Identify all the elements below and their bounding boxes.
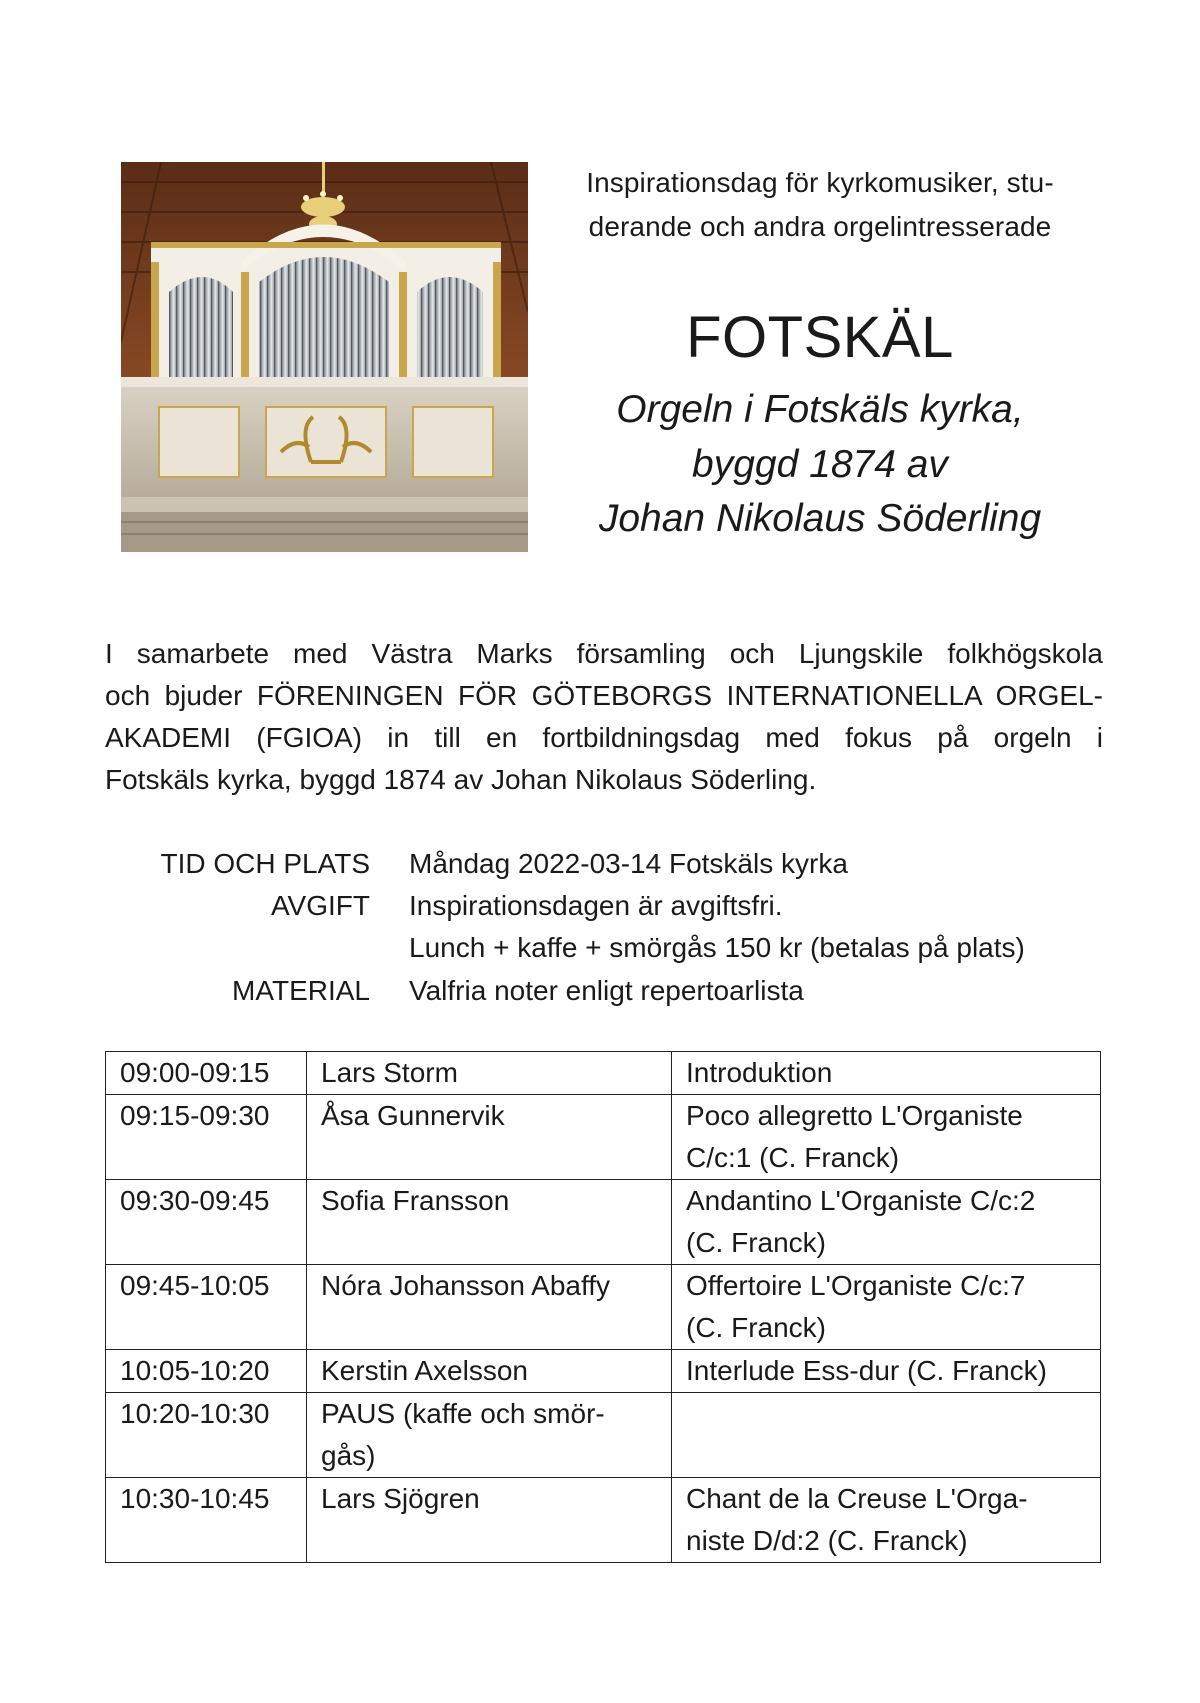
- organ-photo: [121, 162, 528, 552]
- paragraph-line-4: Fotskäls kyrka, byggd 1874 av Johan Nikolaus Söderling.: [105, 764, 817, 795]
- schedule-table: [105, 1051, 1101, 1563]
- piece-line-1: Interlude Ess-dur (C. Franck): [686, 1355, 1047, 1386]
- avgift-label: AVGIFT: [270, 890, 370, 921]
- page-title: FOTSKÄL: [686, 305, 954, 370]
- piece-cell: [672, 1265, 1101, 1350]
- piece-line-1: Introduktion: [686, 1057, 833, 1088]
- performer-cell: [307, 1265, 672, 1350]
- piece-line-2: (C. Franck): [686, 1312, 826, 1343]
- table-row: [106, 1265, 1101, 1350]
- subtitle-line-3: Johan Nikolaus Söderling: [598, 497, 1042, 540]
- performer-cell: [307, 1478, 672, 1563]
- performer-cell: [307, 1180, 672, 1265]
- performer-line-2: gås): [321, 1440, 376, 1471]
- table-row: [106, 1095, 1101, 1180]
- piece-cell: [672, 1350, 1101, 1393]
- time-cell: 09:30-09:45: [106, 1180, 307, 1265]
- piece-cell: [672, 1180, 1101, 1265]
- performer-line-1: Kerstin Axelsson: [321, 1355, 528, 1386]
- invitation-paragraph: [105, 633, 1103, 801]
- piece-line-1: Poco allegretto L'Organiste: [686, 1100, 1023, 1131]
- material-value: Valfria noter enligt repertoarlista: [409, 975, 804, 1006]
- table-row: [106, 1393, 1101, 1478]
- table-row: [106, 1180, 1101, 1265]
- avgift-value-2: Lunch + kaffe + smörgås 150 kr (betalas på plats): [409, 932, 1025, 963]
- paragraph-line-3: AKADEMI (FGIOA) in till en fortbildningsdag med fokus på orgeln i: [105, 722, 1103, 753]
- performer-line-1: Åsa Gunnervik: [321, 1100, 505, 1131]
- performer-cell: [307, 1350, 672, 1393]
- piece-cell: [672, 1095, 1101, 1180]
- piece-cell: [672, 1393, 1101, 1478]
- intro-line-1: Inspirationsdag för kyrkomusiker, stu-: [586, 167, 1054, 198]
- performer-line-1: Lars Storm: [321, 1057, 458, 1088]
- performer-line-1: Lars Sjögren: [321, 1483, 480, 1514]
- time-cell: 10:30-10:45: [106, 1478, 307, 1563]
- performer-line-1: Sofia Fransson: [321, 1185, 510, 1216]
- piece-line-2: (C. Franck): [686, 1227, 826, 1258]
- time-cell: 09:00-09:15: [106, 1052, 307, 1095]
- time-cell: 10:20-10:30: [106, 1393, 307, 1478]
- piece-line-1: Offertoire L'Organiste C/c:7: [686, 1270, 1026, 1301]
- performer-cell: [307, 1095, 672, 1180]
- piece-cell: [672, 1052, 1101, 1095]
- avgift-value-1: Inspirationsdagen är avgiftsfri.: [409, 890, 783, 921]
- piece-line-2: C/c:1 (C. Franck): [686, 1142, 900, 1173]
- piece-line-2: niste D/d:2 (C. Franck): [686, 1525, 968, 1556]
- intro-line-2: derande och andra orgelintresserade: [588, 211, 1052, 242]
- performer-cell: [307, 1052, 672, 1095]
- material-label: MATERIAL: [232, 975, 370, 1006]
- performer-line-1: PAUS (kaffe och smör-: [321, 1398, 605, 1429]
- table-row: [106, 1478, 1101, 1563]
- subtitle-line-1: Orgeln i Fotskäls kyrka,: [616, 388, 1024, 431]
- table-row: [106, 1052, 1101, 1095]
- paragraph-line-1: I samarbete med Västra Marks församling och Ljungskile folkhögskola: [105, 638, 1103, 669]
- time-cell: 09:15-09:30: [106, 1095, 307, 1180]
- table-row: [106, 1350, 1101, 1393]
- performer-cell: [307, 1393, 672, 1478]
- paragraph-line-2: och bjuder FÖRENINGEN FÖR GÖTEBORGS INTERNATIONELLA ORGEL-: [105, 680, 1103, 711]
- piece-line-1: Chant de la Creuse L'Orga-: [686, 1483, 1028, 1514]
- piece-line-1: Andantino L'Organiste C/c:2: [686, 1185, 1036, 1216]
- time-cell: 10:05-10:20: [106, 1350, 307, 1393]
- performer-line-1: Nóra Johansson Abaffy: [321, 1270, 611, 1301]
- organ-illustration: [121, 162, 528, 552]
- time-cell: 09:45-10:05: [106, 1265, 307, 1350]
- tid-value: Måndag 2022-03-14 Fotskäls kyrka: [409, 848, 848, 879]
- piece-cell: [672, 1478, 1101, 1563]
- subtitle-line-2: byggd 1874 av: [692, 443, 948, 486]
- tid-label: TID OCH PLATS: [160, 848, 370, 879]
